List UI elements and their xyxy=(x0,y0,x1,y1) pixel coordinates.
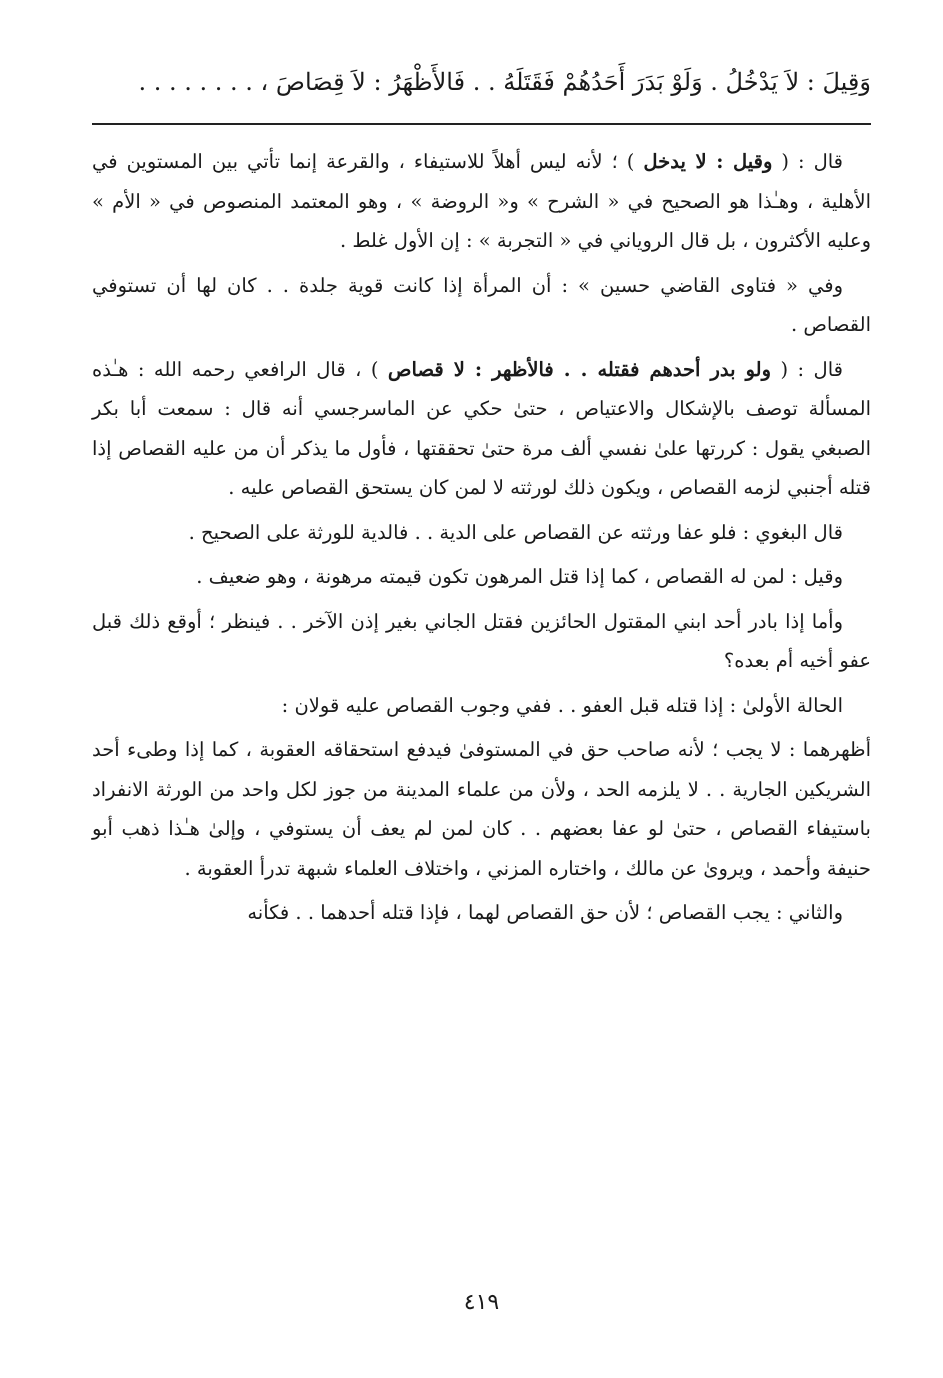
commentary-paragraph: الحالة الأولىٰ : إذا قتله قبل العفو . . ففي وجوب القصاص عليه قولان : xyxy=(281,693,843,717)
commentary-paragraph: وأما إذا بادر أحد ابني المقتول الحائزين فقتل الجاني بغير إذن الآخر . . فينظر ؛ أوقع ذلك قبل عفو أخيه أم بعده؟ xyxy=(92,609,871,672)
page-number: ٤١٩ xyxy=(463,1290,500,1315)
commentary-paragraph: قال : ( ولو بدر أحدهم فقتله . . فالأظهر : لا قصاص ) ، قال الرافعي رحمه الله : هـٰذه المسألة توصف بالإشكال والاعتياص ، حتىٰ حكي عن الماسرجسي أنه قال : سمعت أبا بكر الصبغي يقول : كررتها علىٰ نفسي ألف مرة حتىٰ تحققتها ، فأول ما يذكر أن من عليه القصاص إذا قتله أجنبي لزمه القصاص ، ويكون ذلك لورثته لا لمن كان يستحق القصاص عليه . xyxy=(92,357,871,499)
matn-line: وَقِيلَ : لاَ يَدْخُلُ . وَلَوْ بَدَرَ أَحَدُهُمْ فَقَتَلَهُ . . فَالأَظْهَرُ : لاَ قِصَاصَ ، . . . . . . . . xyxy=(138,68,871,96)
commentary-body xyxy=(92,142,871,938)
book-page xyxy=(92,0,871,1378)
commentary-paragraph: قال البغوي : فلو عفا ورثته عن القصاص على الدية . . فالدية للورثة على الصحيح . xyxy=(188,520,843,544)
separator-rule xyxy=(92,123,871,125)
commentary-paragraph: وفي « فتاوى القاضي حسين » : أن المرأة إذا كانت قوية جلدة . . كان لها أن تستوفي القصاص . xyxy=(92,273,871,336)
commentary-paragraph: والثاني : يجب القصاص ؛ لأن حق القصاص لهما ، فإذا قتله أحدهما . . فكأنه xyxy=(247,901,843,924)
quoted-matn: وقيل : لا يدخل xyxy=(643,150,773,173)
quoted-matn: ولو بدر أحدهم فقتله . . فالأظهر : لا قصاص xyxy=(387,357,772,381)
commentary-paragraph: قال : ( وقيل : لا يدخل ) ؛ لأنه ليس أهلاً للاستيفاء ، والقرعة إنما تأتي بين المستوين في الأهلية ، وهـٰذا هو الصحيح في « الشرح » و« الروضة » ، وهو المعتمد المنصوص في « الأم » وعليه الأكثرون ، بل قال الروياني في « التجربة » : إن الأول غلط . xyxy=(92,150,871,252)
commentary-paragraph: أظهرهما : لا يجب ؛ لأنه صاحب حق في المستوفىٰ فيدفع استحقاقه العقوبة ، كما إذا وطىء أحد الشريكين الجارية . . لا يلزمه الحد ، ولأن من علماء المدينة من جوز لكل واحد من الورثة الانفراد باستيفاء القصاص ، حتىٰ لو عفا بعضهم . . كان لمن لم يعف أن يستوفي ، وإلىٰ هـٰذا ذهب أبو حنيفة وأحمد ، ويروىٰ عن مالك ، واختاره المزني ، واختلاف العلماء شبهة تدرأ العقوبة . xyxy=(92,738,871,880)
commentary-paragraph: وقيل : لمن له القصاص ، كما إذا قتل المرهون تكون قيمته مرهونة ، وهو ضعيف . xyxy=(196,565,843,588)
